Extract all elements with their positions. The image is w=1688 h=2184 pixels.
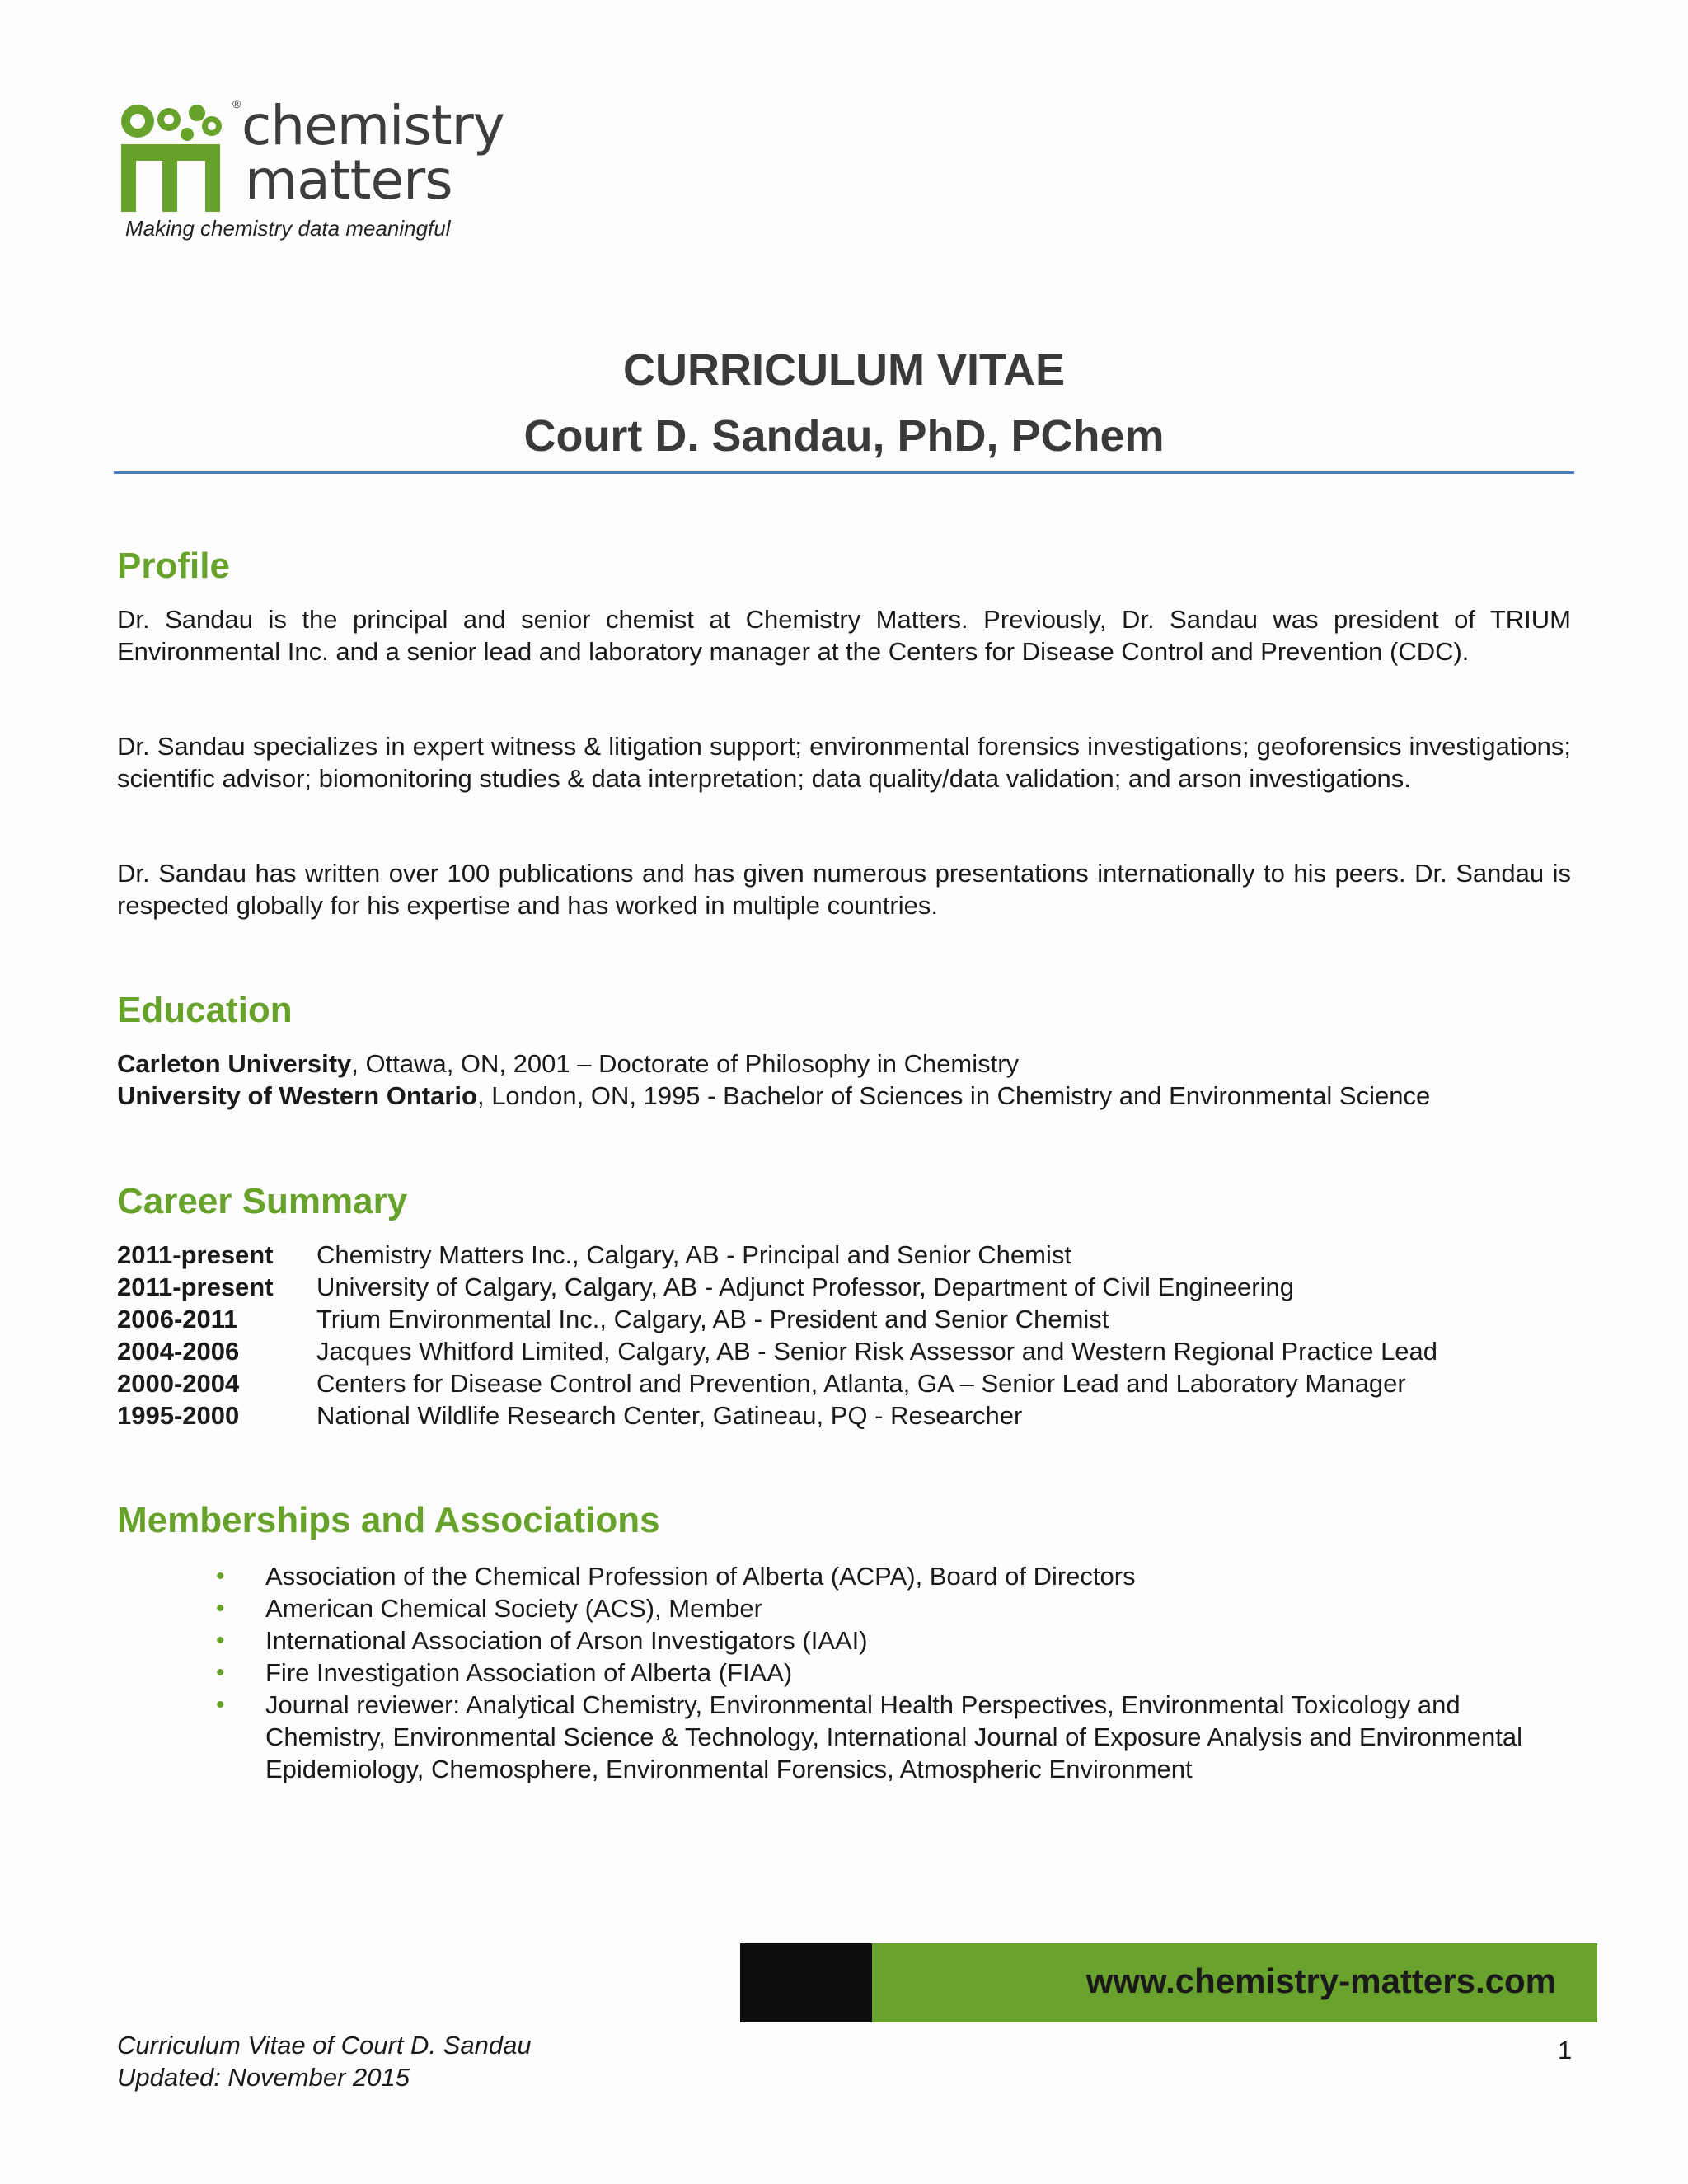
career-role: Chemistry Matters Inc., Calgary, AB - Principal and Senior Chemist xyxy=(316,1240,1071,1269)
membership-text: Journal reviewer: Analytical Chemistry, Environmental Health Perspectives, Environmental Toxicology and Chemistry, Environmental Science & Technology, International Journal of Exposure Analysis and Environmental Epidemiology, Chemosphere, Environmental Forensics, Atmospheric Environment xyxy=(265,1690,1522,1783)
list-item xyxy=(216,1624,1584,1657)
bullet-icon: • xyxy=(216,1595,225,1622)
logo-tagline: Making chemistry data meaningful xyxy=(125,216,451,241)
education-school: Carleton University xyxy=(117,1049,352,1078)
website-link[interactable]: www.chemistry-matters.com xyxy=(1085,1961,1556,2000)
memberships-heading: Memberships and Associations xyxy=(117,1500,660,1540)
career-years: 2011-present xyxy=(117,1240,274,1269)
footer-banner-black-block xyxy=(740,1943,872,2022)
bullet-icon: • xyxy=(216,1563,225,1590)
bullet-icon: • xyxy=(216,1627,225,1654)
career-years: 2011-present xyxy=(117,1272,274,1301)
career-role: University of Calgary, Calgary, AB - Adjunct Professor, Department of Civil Engineering xyxy=(316,1272,1294,1301)
footer-updated-date: Updated: November 2015 xyxy=(117,2063,410,2092)
education-item xyxy=(117,1047,1019,1080)
career-row xyxy=(117,1367,1406,1399)
list-item xyxy=(216,1592,1584,1624)
profile-paragraph-2: Dr. Sandau specializes in expert witness & litigation support; environmental forensics investigations; geoforensics investigations; scientific advisor; biomonitoring studies & data interpretation; data quality/data validation; and arson investigations. xyxy=(117,732,1571,793)
logo-word-matters: matters xyxy=(245,148,452,212)
career-role: Centers for Disease Control and Prevention, Atlanta, GA – Senior Lead and Laboratory Manager xyxy=(316,1369,1406,1398)
memberships-list xyxy=(216,1560,1584,1785)
chemistry-matters-logo-icon xyxy=(120,101,227,213)
career-role: National Wildlife Research Center, Gatineau, PQ - Researcher xyxy=(316,1401,1023,1430)
career-row xyxy=(117,1399,1022,1432)
education-heading: Education xyxy=(117,990,293,1030)
registered-mark: ® xyxy=(232,97,241,110)
profile-paragraph-1: Dr. Sandau is the principal and senior chemist at Chemistry Matters. Previously, Dr. Sandau was president of TRIUM Environmental Inc. and a senior lead and laboratory manager at the Centers for Disease Control and Prevention (CDC). xyxy=(117,605,1571,666)
career-role: Jacques Whitford Limited, Calgary, AB - Senior Risk Assessor and Western Regional Practice Lead xyxy=(316,1337,1438,1366)
list-item xyxy=(216,1657,1584,1689)
membership-text: International Association of Arson Investigators (IAAI) xyxy=(265,1626,868,1655)
education-detail: , London, ON, 1995 - Bachelor of Sciences in Chemistry and Environmental Science xyxy=(476,1081,1431,1110)
list-item xyxy=(216,1689,1584,1785)
title-divider xyxy=(114,471,1574,474)
career-years: 2004-2006 xyxy=(117,1337,240,1366)
membership-text: American Chemical Society (ACS), Member xyxy=(265,1594,762,1623)
person-name: Court D. Sandau, PhD, PChem xyxy=(523,411,1165,461)
membership-text: Association of the Chemical Profession of Alberta (ACPA), Board of Directors xyxy=(265,1562,1136,1591)
document-title: CURRICULUM VITAE xyxy=(623,345,1065,395)
education-item xyxy=(117,1080,1430,1112)
profile-heading: Profile xyxy=(117,546,230,586)
career-row xyxy=(117,1335,1437,1367)
career-role: Trium Environmental Inc., Calgary, AB - President and Senior Chemist xyxy=(316,1305,1109,1333)
profile-paragraph-3: Dr. Sandau has written over 100 publications and has given numerous presentations internationally to his peers. Dr. Sandau is respected globally for his expertise and has worked in multiple countries. xyxy=(117,859,1571,920)
bullet-icon: • xyxy=(216,1659,225,1686)
career-years: 1995-2000 xyxy=(117,1401,240,1430)
bullet-icon: • xyxy=(216,1691,225,1718)
education-detail: , Ottawa, ON, 2001 – Doctorate of Philosophy in Chemistry xyxy=(351,1049,1020,1078)
career-row xyxy=(117,1271,1294,1303)
list-item xyxy=(216,1560,1584,1592)
career-years: 2006-2011 xyxy=(117,1305,238,1333)
footer-cv-label: Curriculum Vitae of Court D. Sandau xyxy=(117,2031,532,2060)
career-row xyxy=(117,1239,1071,1271)
membership-text: Fire Investigation Association of Alberta (FIAA) xyxy=(265,1658,793,1687)
education-school: University of Western Ontario xyxy=(117,1081,477,1110)
page-number: 1 xyxy=(1558,2036,1573,2064)
footer-banner xyxy=(872,1943,1597,2022)
logo-word-chemistry: chemistry xyxy=(241,94,504,157)
career-heading: Career Summary xyxy=(117,1181,408,1221)
career-years: 2000-2004 xyxy=(117,1369,240,1398)
career-row xyxy=(117,1303,1109,1335)
